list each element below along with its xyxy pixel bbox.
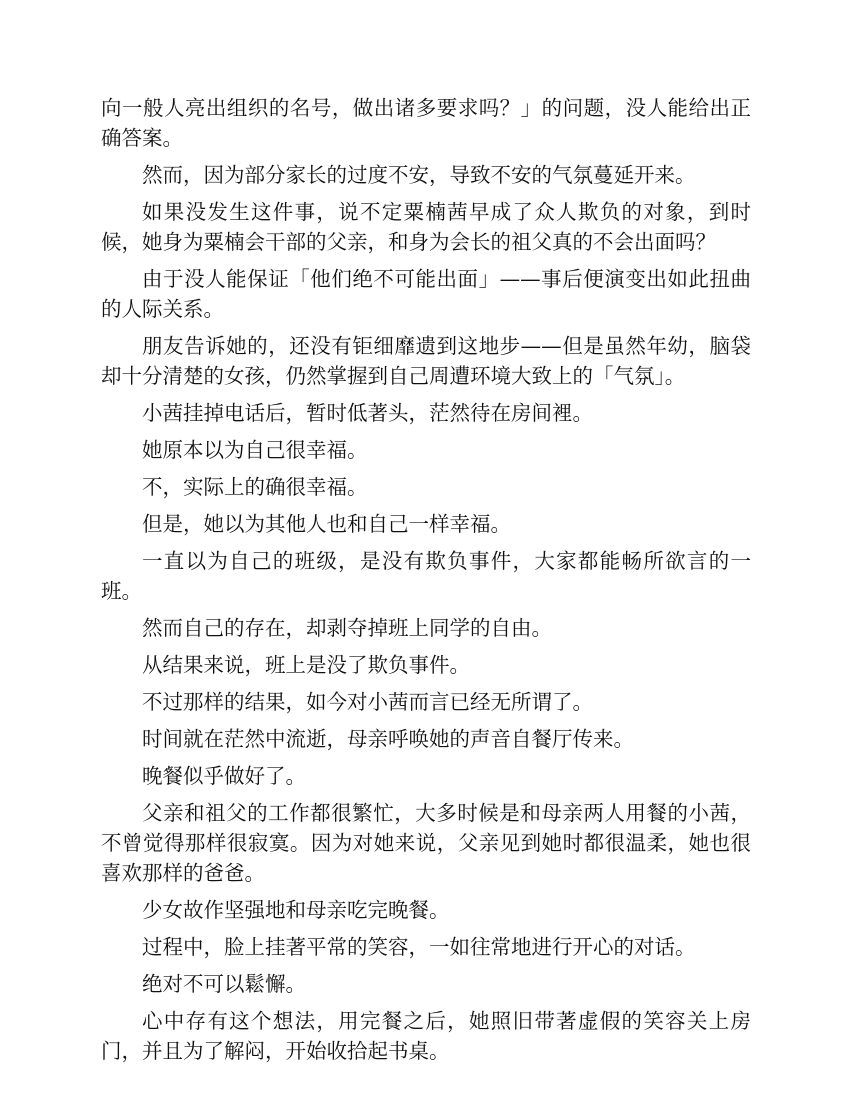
paragraph-9: 但是，她以为其他人也和自己一样幸福。 [142, 512, 511, 536]
paragraph-2: 然而，因为部分家长的过度不安，导致不安的气氛蔓延开来。 [142, 163, 696, 187]
paragraph-8: 不，实际上的确很幸福。 [142, 475, 368, 499]
paragraph-5: 朋友告诉她的，还没有钜细靡遗到这地步——但是虽然年幼，脑袋却十分清楚的女孩，仍然掌握到自己周遭环境大致上的「气氛」。 [101, 334, 751, 388]
paragraph-10: 一直以为自己的班级，是没有欺负事件，大家都能畅所欲言的一班。 [101, 549, 751, 603]
paragraph-17: 少女故作坚强地和母亲吃完晚餐。 [142, 898, 450, 922]
paragraph-11: 然而自己的存在，却剥夺掉班上同学的自由。 [142, 616, 552, 640]
paragraph-3: 如果没发生这件事，说不定粟楠茜早成了众人欺负的对象，到时候，她身为粟楠会干部的父亲，和身为会长的祖父真的不会出面吗？ [101, 200, 751, 254]
paragraph-19: 绝对不可以鬆懈。 [142, 972, 306, 996]
document-page [101, 93, 751, 1073]
paragraph-16: 父亲和祖父的工作都很繁忙，大多时候是和母亲两人用餐的小茜，不曾觉得那样很寂寞。因为对她来说，父亲见到她时都很温柔，她也很喜欢那样的爸爸。 [101, 801, 751, 885]
paragraph-20: 心中存有这个想法，用完餐之后，她照旧带著虚假的笑容关上房门，并且为了解闷，开始收拾起书桌。 [101, 1009, 751, 1063]
paragraph-1: 向一般人亮出组织的名号，做出诸多要求吗？」的问题，没人能给出正确答案。 [101, 96, 751, 150]
paragraph-14: 时间就在茫然中流逝，母亲呼唤她的声音自餐厅传来。 [142, 727, 634, 751]
paragraph-13: 不过那样的结果，如今对小茜而言已经无所谓了。 [142, 690, 593, 714]
paragraph-12: 从结果来说，班上是没了欺负事件。 [142, 653, 470, 677]
paragraph-18: 过程中，脸上挂著平常的笑容，一如往常地进行开心的对话。 [142, 935, 696, 959]
paragraph-7: 她原本以为自己很幸福。 [142, 438, 368, 462]
paragraph-15: 晚餐似乎做好了。 [142, 764, 306, 788]
paragraph-6: 小茜挂掉电话后，暂时低著头，茫然待在房间裡。 [142, 401, 593, 425]
paragraph-4: 由于没人能保证「他们绝不可能出面」——事后便演变出如此扭曲的人际关系。 [101, 267, 751, 321]
